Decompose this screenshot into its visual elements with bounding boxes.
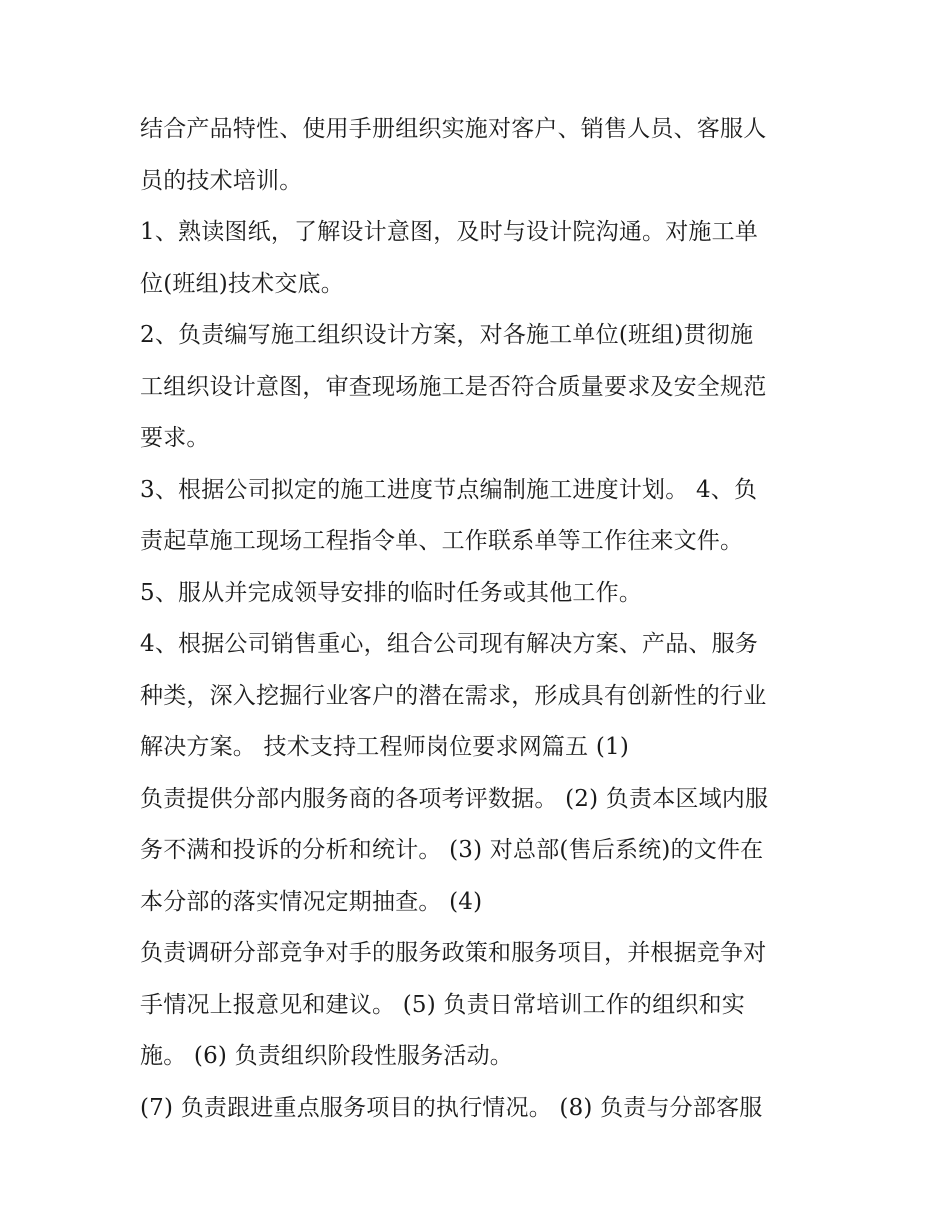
text-line: 手情况上报意见和建议。 (5) 负责日常培训工作的组织和实 [140, 991, 746, 1018]
text-line: 3、根据公司拟定的施工进度节点编制施工进度计划。 4、负 [140, 476, 758, 503]
text-line: 员的技术培训。 [140, 167, 303, 194]
text-line: 工组织设计意图，审查现场施工是否符合质量要求及安全规范 [140, 373, 767, 400]
text-line: 责起草施工现场工程指令单、工作联系单等工作往来文件。 [140, 528, 744, 554]
text-line: 1、熟读图纸，了解设计意图，及时与设计院沟通。对施工单 [140, 219, 759, 245]
text-line: 负责调研分部竞争对手的服务政策和服务项目，并根据竞争对 [140, 940, 767, 966]
text-line: 结合产品特性、使用手册组织实施对客户、销售人员、客服人 [140, 116, 767, 142]
text-line: 务不满和投诉的分析和统计。 (3) 对总部(售后系统)的文件在 [140, 837, 764, 863]
text-line: 本分部的落实情况定期抽查。 (4) [140, 888, 483, 915]
text-line: 2、负责编写施工组织设计方案，对各施工单位(班组)贯彻施 [140, 322, 754, 348]
document-body [140, 104, 820, 1134]
text-line: 施。 (6) 负责组织阶段性服务活动。 [140, 1043, 514, 1069]
text-line: 5、服从并完成领导安排的临时任务或其他工作。 [140, 579, 643, 606]
text-line: 位(班组)技术交底。 [140, 270, 344, 297]
text-line: 要求。 [140, 425, 210, 451]
text-line: 4、根据公司销售重心，组合公司现有解决方案、产品、服务 [140, 631, 759, 657]
text-line: 负责提供分部内服务商的各项考评数据。 (2) 负责本区域内服 [140, 785, 769, 812]
text-line: (7) 负责跟进重点服务项目的执行情况。 (8) 负责与分部客服 [140, 1094, 763, 1121]
text-line: 种类，深入挖掘行业客户的潜在需求，形成具有创新性的行业 [140, 682, 767, 709]
text-line: 解决方案。 技术支持工程师岗位要求网篇五 (1) [140, 734, 630, 760]
